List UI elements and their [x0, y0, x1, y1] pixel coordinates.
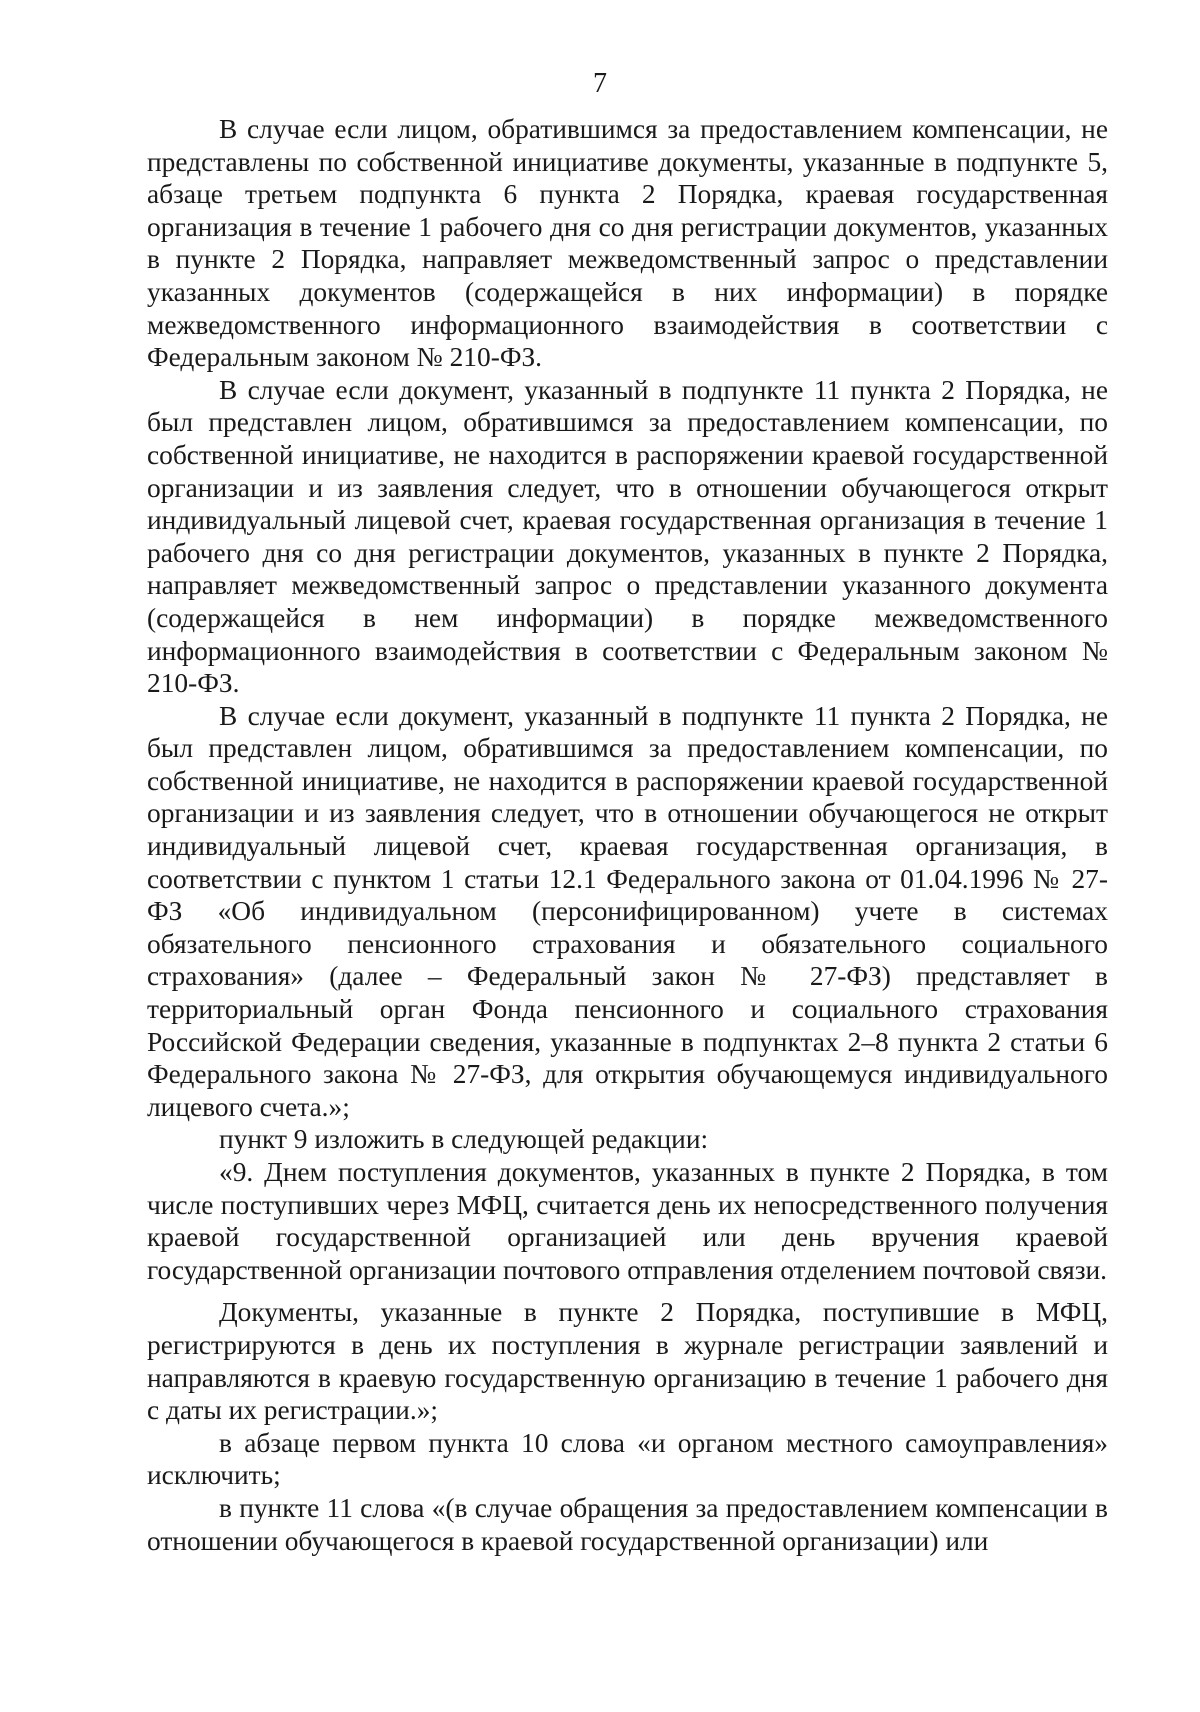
- paragraph-account-open: В случае если документ, указанный в подпункте 11 пункта 2 Порядка, не был представлен лицом, обратившимся за предоставлением компенсации, по собственной инициативе, не находится в распоряжении краевой государственной организации и из заявления следует, что в отношении обучающегося открыт индивидуальный лицевой счет, краевая государственная организация в течение 1 рабочего дня со дня регистрации документов, указанных в пункте 2 Порядка, направляет межведомственный запрос о представлении указанного документа (содержащейся в нем информации) в порядке межведомственного информационного взаимодействия в соответствии с Федеральным законом № 210-ФЗ.: [147, 374, 1108, 699]
- paragraph-account-not-open: В случае если документ, указанный в подпункте 11 пункта 2 Порядка, не был представлен лицом, обратившимся за предоставлением компенсации, по собственной инициативе, не находится в распоряжении краевой государственной организации и из заявления следует, что в отношении обучающегося не открыт индивидуальный лицевой счет, краевая государственная организация, в соответствии с пунктом 1 статьи 12.1 Федерального закона от 01.04.1996 № 27-ФЗ «Об индивидуальном (персонифицированном) учете в системах обязательного пенсионного страхования и обязательного социального страхования» (далее – Федеральный закон № 27-ФЗ) представляет в территориальный орган Фонда пенсионного и социального страхования Российской Федерации сведения, указанные в подпунктах 2–8 пункта 2 статьи 6 Федерального закона № 27-ФЗ, для открытия обучающемуся индивидуального лицевого счета.»;: [147, 700, 1108, 1122]
- document-body: [147, 113, 1108, 1557]
- paragraph-item-11-amendment: в пункте 11 слова «(в случае обращения за предоставлением компенсации в отношении обучающегося в краевой государственной организации) или: [147, 1492, 1108, 1556]
- paragraph-item-9-intro: пункт 9 изложить в следующей редакции:: [219, 1124, 709, 1155]
- paragraph-interagency-request-documents: В случае если лицом, обратившимся за предоставлением компенсации, не представлены по собственной инициативе документы, указанные в подпункте 5, абзаце третьем подпункта 6 пункта 2 Порядка, краевая государственная организация в течение 1 рабочего дня со дня регистрации документов, указанных в пункте 2 Порядка, направляет межведомственный запрос о представлении указанных документов (содержащейся в них информации) в порядке межведомственного информационного взаимодействия в соответствии с Федеральным законом № 210-ФЗ.: [147, 114, 1108, 373]
- paragraph-item-9-text: «9. Днем поступления документов, указанных в пункте 2 Порядка, в том числе поступивших через МФЦ, считается день их непосредственного получения краевой государственной организацией или день вручения краевой государственной организации почтового отправления отделением почтовой связи.: [147, 1157, 1108, 1285]
- paragraph-item-10-amendment: в абзаце первом пункта 10 слова «и органом местного самоуправления» исключить;: [147, 1427, 1108, 1491]
- paragraph-mfc-registration: Документы, указанные в пункте 2 Порядка, поступившие в МФЦ, регистрируются в день их поступления в журнале регистрации заявлений и направляются в краевую государственную организацию в течение 1 рабочего дня с даты их регистрации.»;: [147, 1297, 1108, 1426]
- page-number: 7: [593, 68, 607, 99]
